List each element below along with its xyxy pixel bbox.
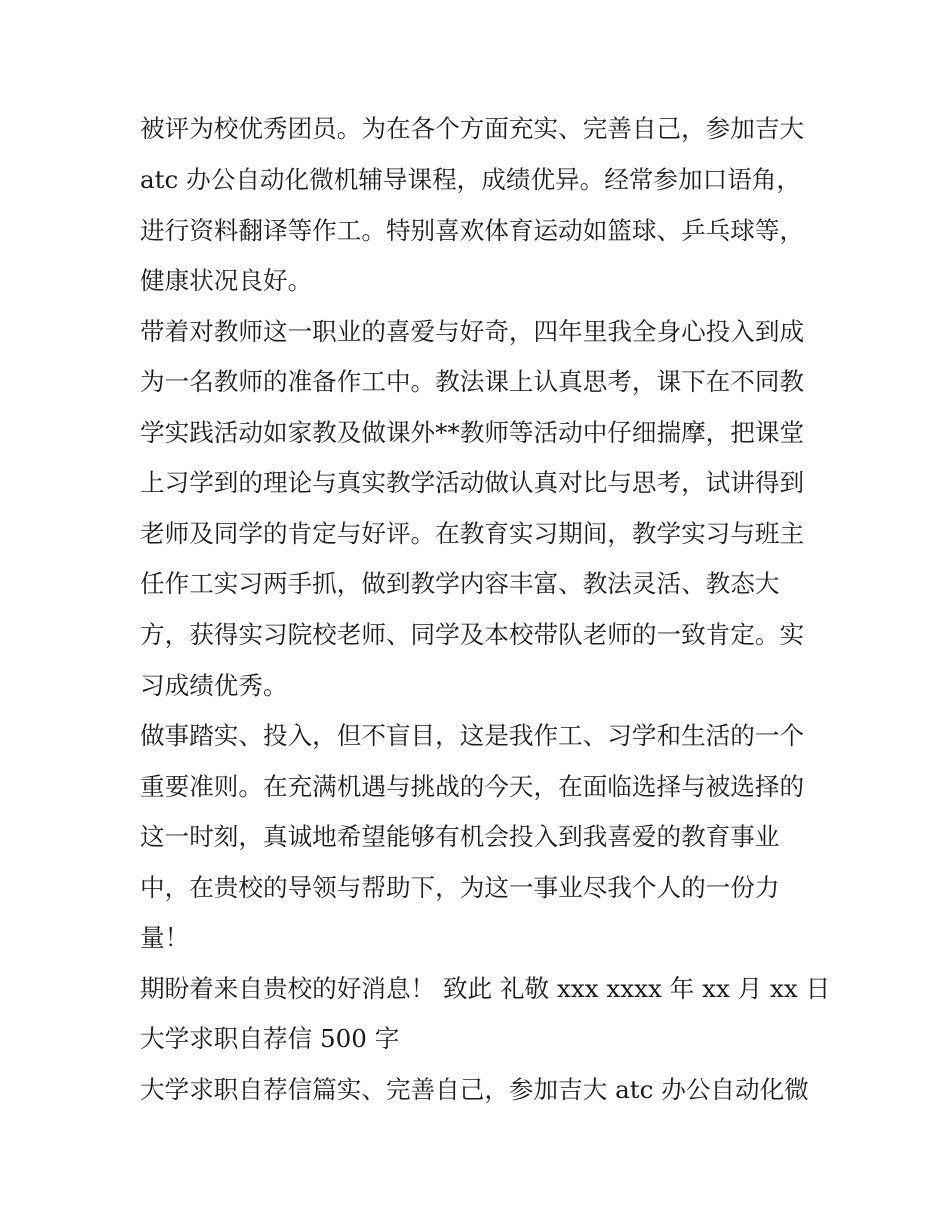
text-line: 习成绩优秀。 [140,671,288,700]
text-line: 老师及同学的肯定与好评。在教育实习期间，教学实习与班主 [140,519,805,548]
text-line: 这一时刻，真诚地希望能够有机会投入到我喜爱的教育事业 [140,822,780,851]
text-line: 做事踏实、投入，但不盲目，这是我作工、习学和生活的一个 [140,721,805,750]
text-line: 被评为校优秀团员。为在各个方面充实、完善自己，参加吉大 [140,114,805,143]
text-line: 量！ [140,923,190,952]
text-line: 健康状况良好。 [140,266,313,295]
section-title: 大学求职自荐信 500 字 [140,1024,400,1053]
text-line: 方，获得实习院校老师、同学及本校带队老师的一致肯定。实 [140,620,805,649]
text-line: 中，在贵校的导领与帮助下，为这一事业尽我个人的一份力 [140,873,780,902]
text-line: 任作工实习两手抓，做到教学内容丰富、教法灵活、教态大 [140,569,780,598]
text-line: 学实践活动如家教及做课外**教师等活动中仔细揣摩，把课堂 [140,418,805,447]
text-line: 上习学到的理论与真实教学活动做认真对比与思考，试讲得到 [140,468,805,497]
text-line: 大学求职自荐信篇实、完善自己，参加吉大 atc 办公自动化微 [140,1075,809,1104]
text-line: atc 办公自动化微机辅导课程，成绩优异。经常参加口语角， [140,165,801,194]
text-line: 重要准则。在充满机遇与挑战的今天，在面临选择与被选择的 [140,772,805,801]
closing-line: 期盼着来自贵校的好消息！ 致此 礼敬 xxx xxxx 年 xx 月 xx 日 [140,974,831,1003]
text-line: 带着对教师这一职业的喜爱与好奇，四年里我全身心投入到成 [140,317,805,346]
text-line: 进行资料翻译等作工。特别喜欢体育运动如篮球、乒乓球等， [140,216,805,245]
text-line: 为一名教师的准备作工中。教法课上认真思考，课下在不同教 [140,367,805,396]
